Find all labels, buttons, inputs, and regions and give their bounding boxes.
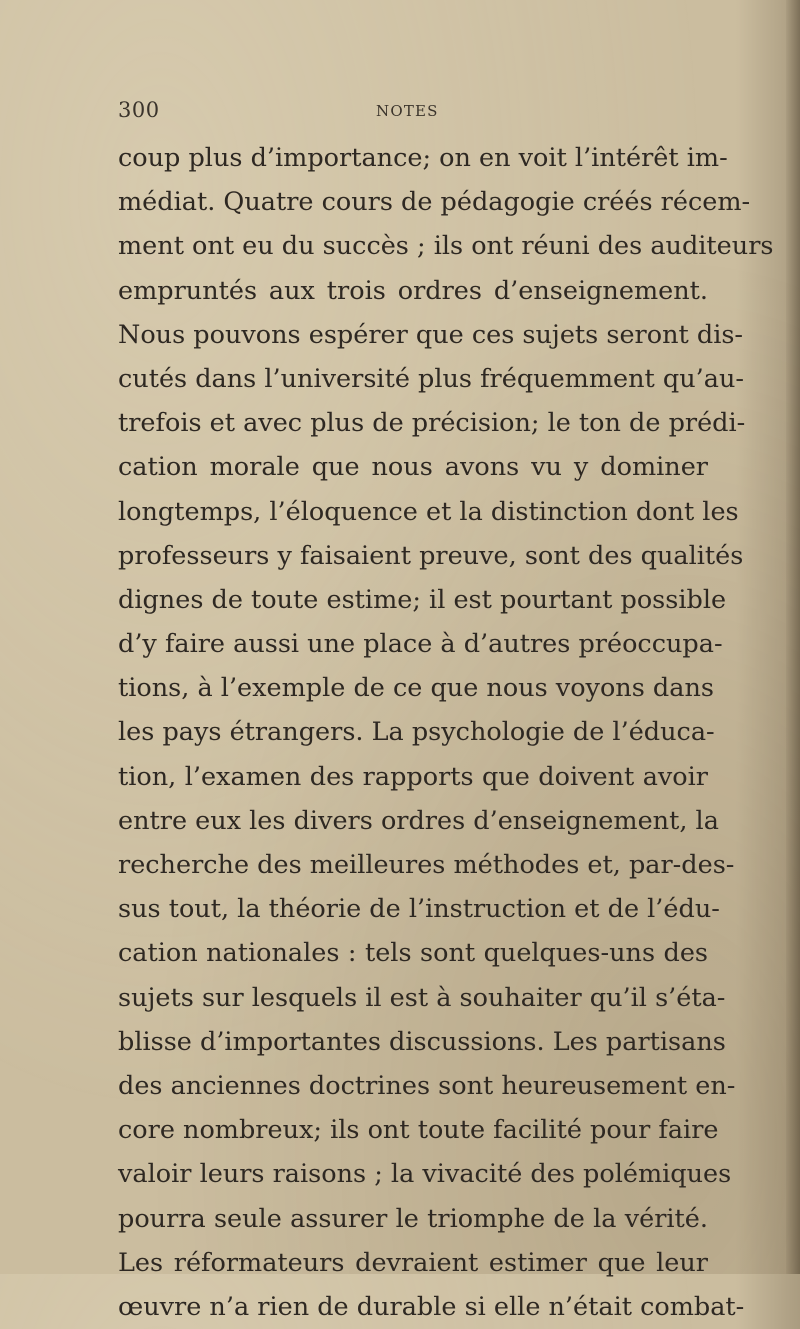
page-number: 300 (118, 98, 160, 122)
text-line: blisse d’importantes discussions. Les partisans (118, 1026, 726, 1057)
text-line: Les réformateurs devraient estimer que leur (118, 1247, 708, 1278)
text-line: recherche des meilleures méthodes et, par-des- (118, 850, 735, 880)
text-line: professeurs y faisaient preuve, sont des qualités (118, 540, 744, 571)
text-line: dignes de toute estime; il est pourtant possible (118, 584, 727, 615)
text-line: les pays étrangers. La psychologie de l’éduca- (118, 717, 715, 748)
text-line: œuvre n’a rien de durable si elle n’était combat- (118, 1291, 745, 1322)
text-line: sus tout, la théorie de l’instruction et de l’édu- (118, 894, 720, 925)
page-edge-shadow (786, 0, 800, 1274)
body-text (118, 136, 774, 1329)
text-line: Nous pouvons espérer que ces sujets seront dis- (118, 319, 744, 350)
text-line: médiat. Quatre cours de pédagogie créés récem- (118, 187, 751, 218)
text-line: core nombreux; ils ont toute facilité pour faire (118, 1115, 719, 1146)
text-line: sujets sur lesquels il est à souhaiter qu’il s’éta- (118, 982, 726, 1013)
text-line: valoir leurs raisons ; la vivacité des polémiques (118, 1159, 732, 1190)
text-line: trefois et avec plus de précision; le ton de prédi- (118, 408, 746, 439)
section-title: NOTES (376, 102, 439, 120)
text-line: empruntés aux trois ordres d’enseignement. (118, 275, 708, 306)
text-line: tions, à l’exemple de ce que nous voyons dans (118, 673, 714, 704)
text-line: cutés dans l’université plus fréquemment qu’au- (118, 363, 744, 394)
text-line: d’y faire aussi une place à d’autres préoccupa- (118, 629, 723, 660)
text-line: coup plus d’importance; on en voit l’intérêt im- (118, 143, 728, 173)
text-line: des anciennes doctrines sont heureusement en- (118, 1070, 736, 1101)
text-line: pourra seule assurer le triomphe de la vérité. (118, 1203, 708, 1234)
running-head (118, 98, 708, 128)
text-line: entre eux les divers ordres d’enseignement, la (118, 805, 719, 836)
text-line: tion, l’examen des rapports que doivent avoir (118, 761, 708, 792)
text-line: cation morale que nous avons vu y dominer (118, 452, 708, 483)
text-line: ment ont eu du succès ; ils ont réuni des auditeurs (118, 231, 774, 262)
text-line: longtemps, l’éloquence et la distinction dont les (118, 496, 739, 527)
text-line: cation nationales : tels sont quelques-uns des (118, 938, 708, 969)
